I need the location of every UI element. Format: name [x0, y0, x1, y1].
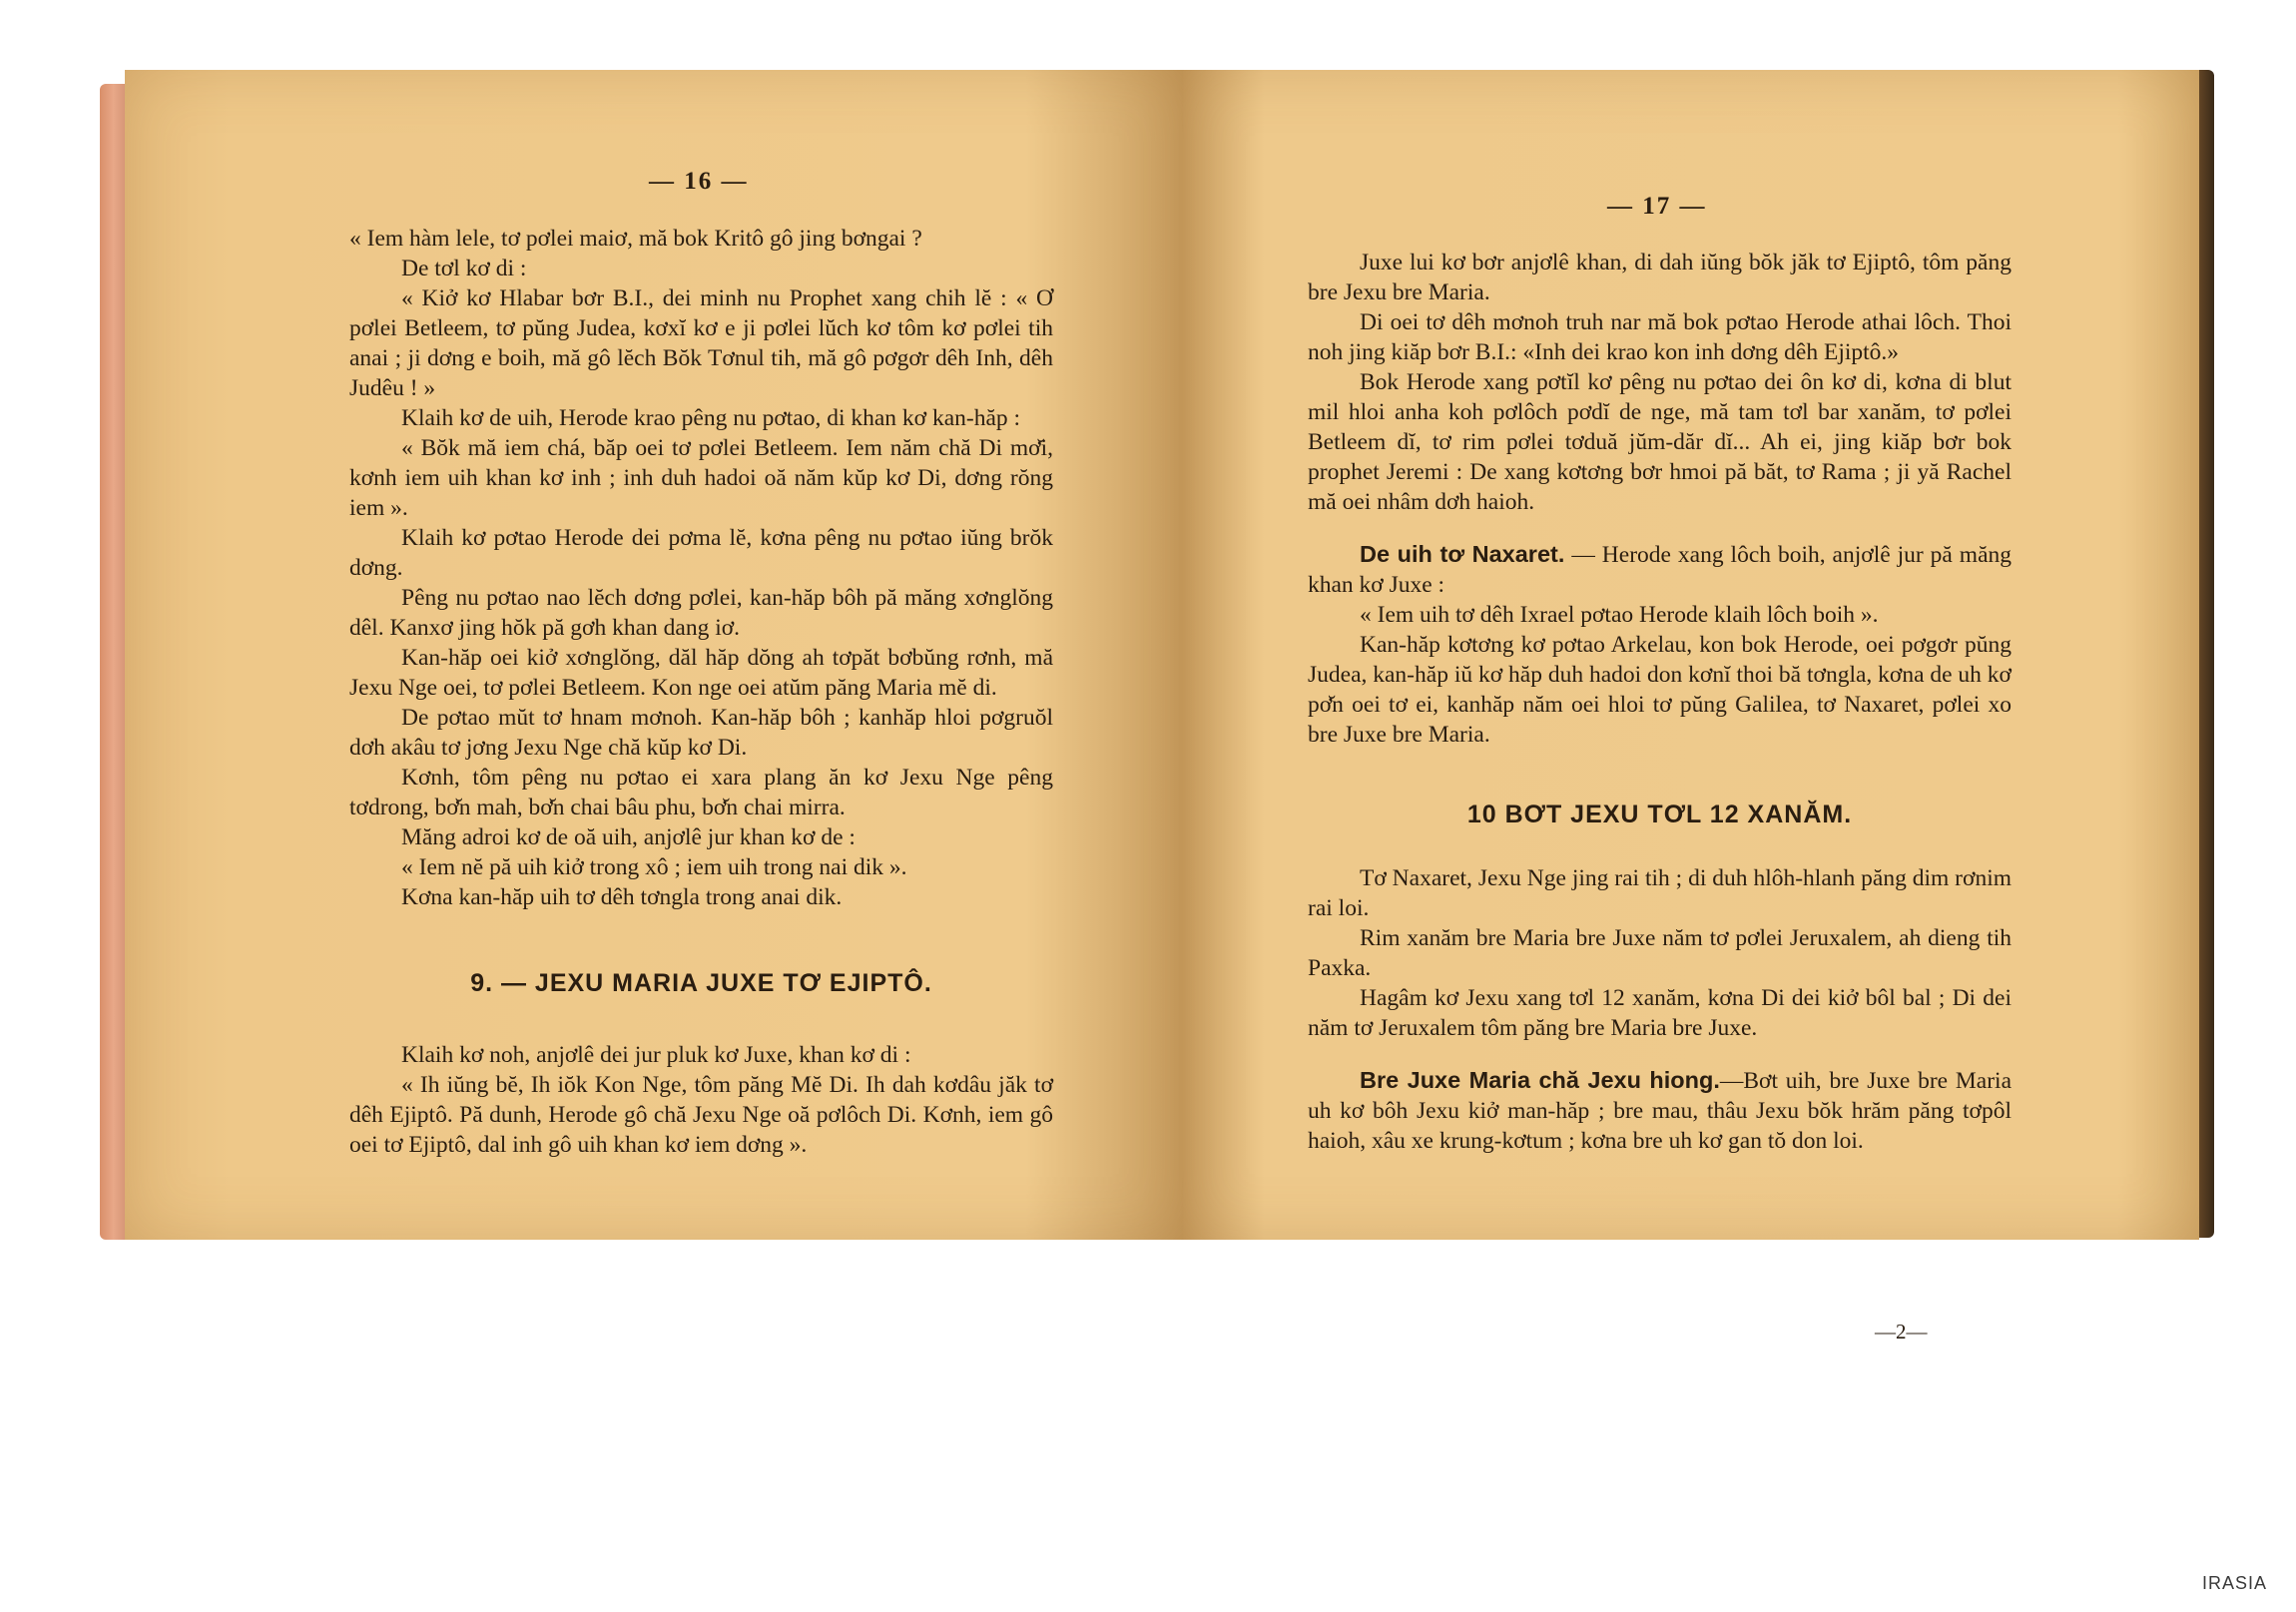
paragraph: Klaih kơ de uih, Herode krao pêng nu pơtao, di khan kơ kan-hăp : [401, 405, 1021, 431]
section-heading-10: 10 BƠT JEXU TƠL 12 XANĂM. [1466, 801, 1853, 828]
paragraph: « Iem uih tơ dêh Ixrael pơtao Herode klaih lôch boih ». [1360, 602, 1879, 628]
paragraph: Pêng nu pơtao nao lĕch dơng pơlei, kan-hăp bôh pă măng xơnglŏng dêl. Kanxơ jing hŏk pă gơh khan dang iơ. [349, 585, 1053, 641]
watermark: IRASIA [2202, 1573, 2268, 1593]
paragraph: « Ih iŭng bĕ, Ih iŏk Kon Nge, tôm păng Mĕ Di. Ih dah kơdâu jăk tơ dêh Ejiptô. Pă dunh, Herode gô chă Jexu Nge oă pơlôch Di. Kơnh, iem gô oei tơ Ejiptô, dal inh gô uih khan kơ iem dơng ». [349, 1072, 1053, 1158]
paragraph: Bok Herode xang pơtĭl kơ pêng nu pơtao dei ôn kơ di, kơna di blut mil hloi anha koh pơlôch pơdĭ de nge, mă tam tơl bar xanăm, tơ pơlei Betleem dĭ, tơ rim pơlei tơduă jŭm-dăr dĭ... Ah ei, jing kiăp bơr bok prophet Jeremi : De xang kơtơng bơr hmoi pă băt, tơ Rama ; ji yă Rachel mă oei nhâm dơh haioh. [1308, 369, 2011, 515]
subheading-jexu-hiong: Bre Juxe Maria chă Jexu hiong. [1360, 1067, 1720, 1093]
left-page-text [349, 224, 1053, 1160]
paragraph: Klaih kơ pơtao Herode dei pơma lĕ, kơna pêng nu pơtao iŭng brŏk dơng. [349, 525, 1053, 581]
subsection-paragraph [1308, 1065, 2011, 1156]
right-page-number: — 17 — [1607, 193, 1707, 220]
paragraph: « Iem nĕ pă uih kiở trong xô ; iem uih trong nai dik ». [401, 854, 907, 880]
paragraph: Kơna kan-hăp uih tơ dêh tơngla trong anai dik. [401, 884, 843, 910]
paragraph: Kan-hăp oei kiở xơnglŏng, dăl hăp dŏng ah tơpăt bơbŭng rơnh, mă Jexu Nge oei, tơ pơlei Betleem. Kon nge oei atŭm păng Maria mĕ di. [349, 645, 1053, 701]
paragraph: « Kiở kơ Hlabar bơr B.I., dei minh nu Prophet xang chih lĕ : « Ơ pơlei Betleem, tơ pŭng Judea, kơxĭ kơ e ji pơlei lŭch kơ tôm kơ pơlei tih anai ; ji dơng e boih, mă gô lĕch Bŏk Tơnul tih, mă gô pơgơr dêh Inh, dêh Judêu ! » [349, 285, 1053, 401]
subheading-text: —Bơt uih, bre Juxe bre Maria uh kơ bôh Jexu kiở man-hăp ; bre mau, thâu Jexu bŏk hrăm păng tơpôl haioh, xâu xe krung-kơtum ; kơna bre uh kơ gan tŏ don loi. [1308, 1068, 2011, 1154]
left-paragraphs-after [349, 1040, 1053, 1160]
paragraph: Di oei tơ dêh mơnoh truh nar mă bok pơtao Herode athai lôch. Thoi noh jing kiăp bơr B.I.: «Inh dei krao kon inh dơng dêh Ejiptô.» [1308, 309, 2011, 365]
left-page-number: — 16 — [649, 168, 749, 195]
paragraph: Hagâm kơ Jexu xang tơl 12 xanăm, kơna Di dei kiở bôl bal ; Di dei năm tơ Jeruxalem tôm păng bre Maria bre Juxe. [1308, 985, 2011, 1041]
left-paragraphs-before [349, 224, 1053, 912]
right-paragraphs-before [1308, 248, 2011, 517]
subsection-paragraph [1308, 539, 2011, 600]
paragraph: « Bŏk mă iem chá, băp oei tơ pơlei Betleem. Iem năm chă Di mơ̆i, kơnh iem uih khan kơ inh ; inh duh hadoi oă năm kŭp kơ Di, dơng rŏng iem ». [349, 435, 1053, 521]
paragraph: Kan-hăp kơtơng kơ pơtao Arkelau, kon bok Herode, oei pơgơr pŭng Judea, kan-hăp iŭ kơ hăp duh hadoi don kơnĭ thoi bă tơngla, kơna de uh kơ pơ̆n oei tơ ei, kanhăp năm oei hloi tơ pŭng Galilea, tơ Naxaret, pơlei xo bre Juxe bre Maria. [1308, 632, 2011, 748]
paragraph: De tơl kơ di : [401, 256, 527, 281]
subheading-de-uih: De uih tơ Naxaret. [1360, 541, 1565, 567]
paragraph: Kơnh, tôm pêng nu pơtao ei xara plang ăn kơ Jexu Nge pêng tơdrong, bơ̆n mah, bơ̆n chai bâu phu, bơ̆n chai mirra. [349, 765, 1053, 820]
paragraph: Juxe lui kơ bơr anjơlê khan, di dah iŭng bŏk jăk tơ Ejiptô, tôm păng bre Jexu bre Maria. [1308, 250, 2011, 305]
section-heading-9: 9. — JEXU MARIA JUXE TƠ EJIPTÔ. [470, 969, 932, 997]
signature-mark: —2— [1875, 1320, 1928, 1343]
subheading-text: — Herode xang lôch boih, anjơlê jur pă măng khan kơ Juxe : [1308, 542, 2011, 598]
paragraph: Klaih kơ noh, anjơlê dei jur pluk kơ Juxe, khan kơ di : [401, 1042, 911, 1068]
right-page-text [1308, 248, 2011, 1156]
paragraph: Tơ Naxaret, Jexu Nge jing rai tih ; di duh hlôh-hlanh păng dim rơnim rai loi. [1308, 865, 2011, 921]
paragraph: « Iem hàm lele, tơ pơlei maiơ, mă bok Kritô gô jing bơngai ? [349, 226, 922, 252]
paragraph: Măng adroi kơ de oă uih, anjơlê jur khan kơ de : [401, 824, 856, 850]
paragraph: De pơtao mŭt tơ hnam mơnoh. Kan-hăp bôh ; kanhăp hloi pơgruŏl dơh akâu tơ jơng Jexu Nge chă kŭp kơ Di. [349, 705, 1053, 761]
paragraph: Rim xanăm bre Maria bre Juxe năm tơ pơlei Jeruxalem, ah dieng tih Paxka. [1308, 925, 2011, 981]
